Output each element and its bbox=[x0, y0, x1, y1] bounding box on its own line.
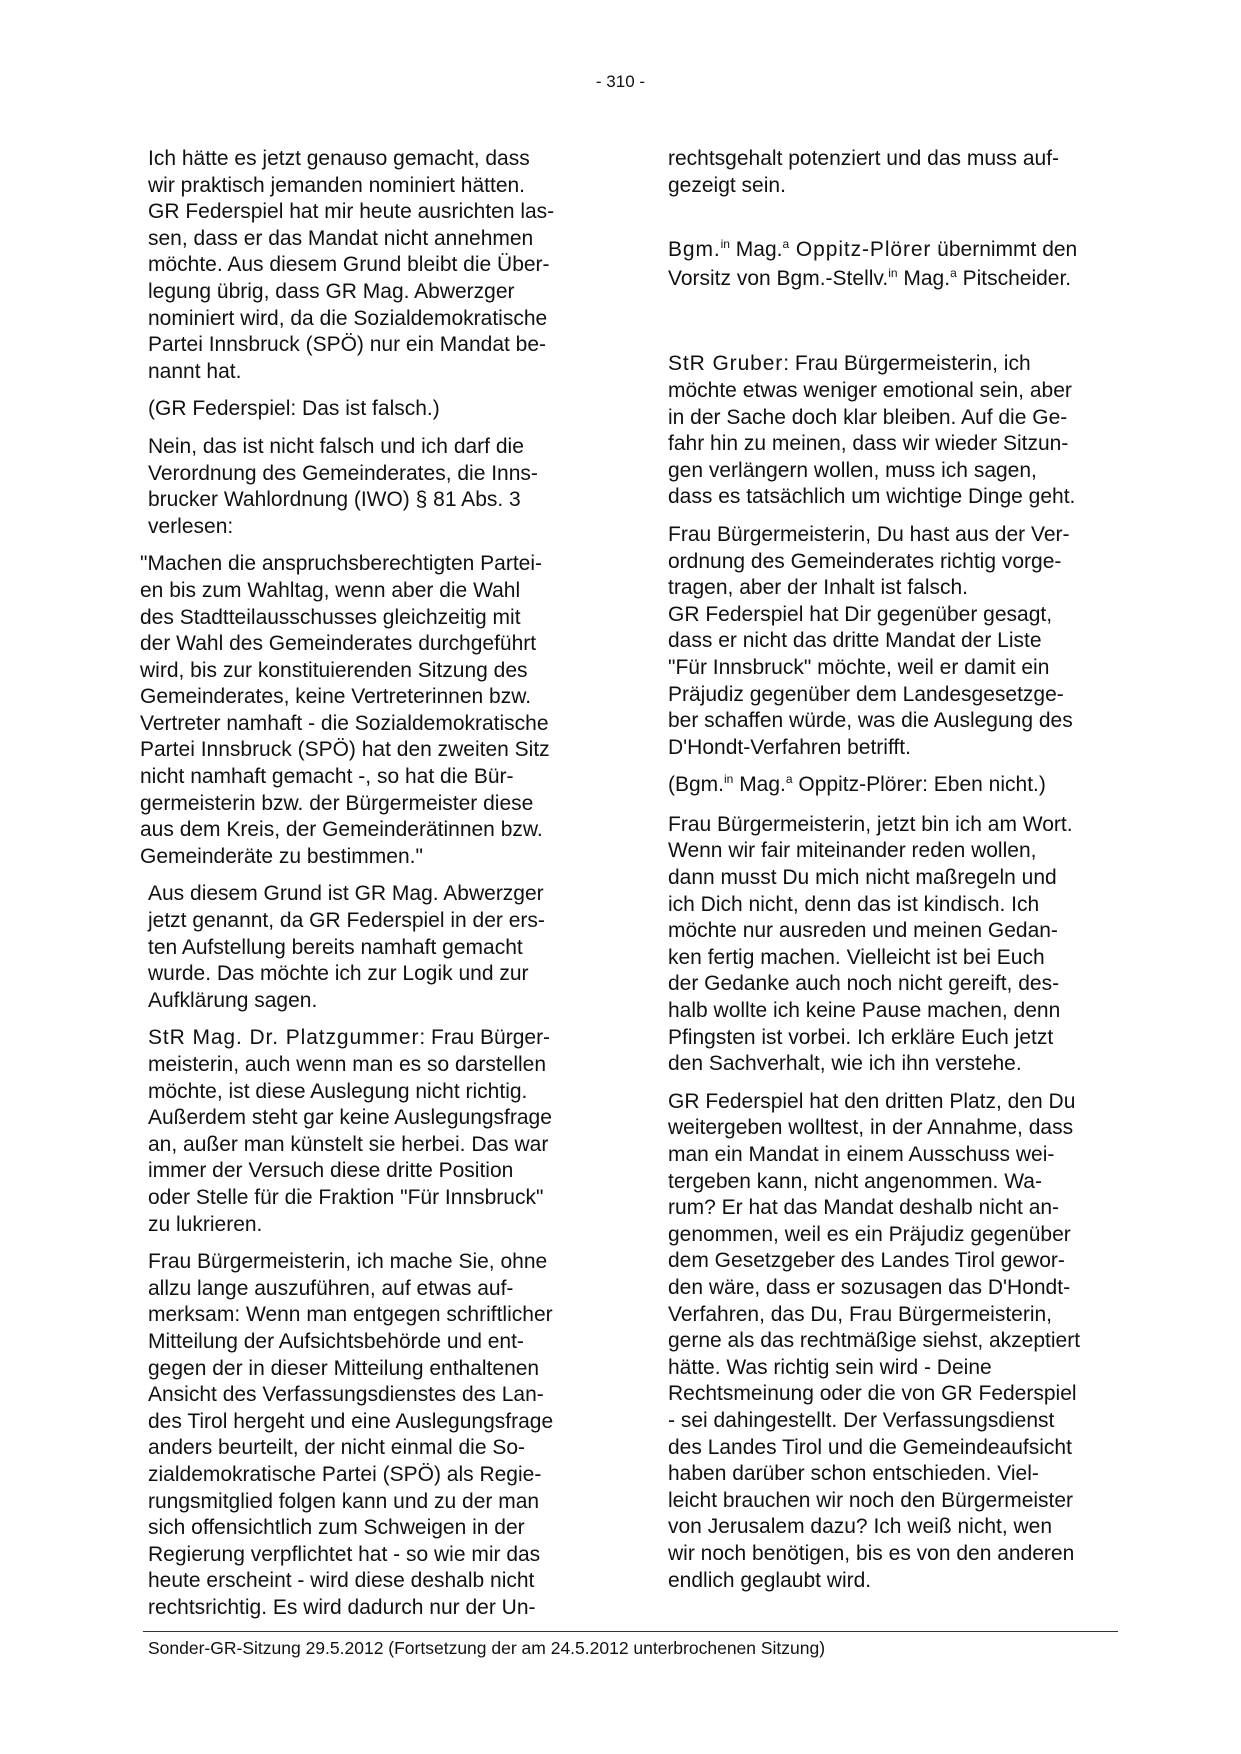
quoted-regulation: "Machen die anspruchsberechtigten Partei- en bis zum Wahltag, wenn aber die Wahl des Stadtteilausschusses gleichzeitig mit der Wahl des Gemeinderates durchgeführt wird, bis zur konstituierenden Sitzung des Gemeinderates, keine Vertreterinnen bzw. Vertreter namhaft - die Sozialdemokratische Partei Innsbruck (SPÖ) hat den zweiten Sitz nicht namhaft gemacht -, so hat die Bür- germeisterin bzw. der Bürgermeister diese aus dem Kreis, der Gemeinderätinnen bzw. Gemeinderäte zu bestimmen." bbox=[140, 552, 550, 868]
superscript: in bbox=[724, 772, 734, 787]
note-text: Mag. bbox=[729, 238, 783, 262]
paragraph: Aus diesem Grund ist GR Mag. Abwerzger jetzt genannt, da GR Federspiel in der ers- ten Aufstellung bereits namhaft gemacht wurde. Das möchte ich zur Logik und zur Aufklärung sagen. bbox=[148, 882, 545, 1012]
superscript: a bbox=[950, 265, 957, 280]
note-title: Bgm. bbox=[668, 238, 721, 262]
footer: Sonder-GR-Sitzung 29.5.2012 (Fortsetzung der am 24.5.2012 unterbrochenen Sitzung) bbox=[148, 1638, 826, 1658]
paragraph: Nein, das ist nicht falsch und ich darf die Verordnung des Gemeinderates, die Inns- brucker Wahlordnung (IWO) § 81 Abs. 3 verlesen: bbox=[148, 434, 538, 538]
speech-platzgummer bbox=[148, 1025, 600, 1238]
note-text: übernimmt den Vorsitz von Bgm.-Stellv. bbox=[668, 238, 1078, 290]
interjection bbox=[668, 772, 1128, 801]
paragraph: Frau Bürgermeisterin, ich mache Sie, ohne allzu lange auszuführen, auf etwas auf- merksam: Wenn man entgegen schriftlicher Mitteilung der Aufsichtsbehörde und ent- gegen der in dieser Mitteilung enthaltenen Ansicht des Verfassungsdienstes des Lan- des Tirol hergeht und eine Auslegungsfrage anders beurteilt, der nicht einmal die So- zialdemokratische Partei (SPÖ) als Regie- rungsmitglied folgen kann und zu der man sich offensichtlich zum Schweigen in der Regierung verpflichtet hat - so wie mir das heute erscheint - wird diese deshalb nicht rechtsrichtig. Es wird dadurch nur der Un- bbox=[148, 1250, 554, 1619]
speech-gruber bbox=[668, 351, 1128, 511]
paragraph: Frau Bürgermeisterin, jetzt bin ich am Wort. Wenn wir fair miteinander reden wollen, dann musst Du mich nicht maßregeln und ich Dich nicht, denn das ist kindisch. Ich möchte nur ausreden und meinen Gedan- ken fertig machen. Vielleicht ist bei Euch der Gedanke auch noch nicht gereift, des- halb wollte ich keine Pause machen, denn Pfingsten ist vorbei. Ich erkläre Euch jetzt den Sachverhalt, wie ich ihn verstehe. bbox=[668, 812, 1073, 1076]
left-column bbox=[140, 146, 600, 1632]
speech-text: : Frau Bürgermeisterin, ich möchte etwas weniger emotional sein, aber in der Sache doch klar bleiben. Auf die Ge- fahr hin zu meinen, dass wir wieder Sitzun- gen verlängern wollen, muss ich sagen, dass es tatsächlich um wichtige Dinge geht. bbox=[668, 352, 1076, 509]
paragraph: rechtsgehalt potenziert und das muss auf- gezeigt sein. bbox=[668, 147, 1060, 197]
paragraph: Ich hätte es jetzt genauso gemacht, dass wir praktisch jemanden nominiert hätten. GR Federspiel hat mir heute ausrichten las- sen, dass er das Mandat nicht annehmen möchte. Aus diesem Grund bleibt die Über- legung übrig, dass GR Mag. Abwerzger nominiert wird, da die Sozialdemokratische Partei Innsbruck (SPÖ) nur ein Mandat be- nannt hat. bbox=[148, 147, 555, 383]
superscript: in bbox=[888, 265, 898, 280]
interjection-text: Oppitz-Plörer: Eben nicht.) bbox=[792, 773, 1046, 797]
note-text: Pitscheider. bbox=[956, 266, 1072, 290]
page-number: - 310 - bbox=[595, 72, 646, 91]
superscript: a bbox=[782, 237, 790, 252]
interjection-text: Mag. bbox=[733, 773, 786, 797]
speech-text: : Frau Bürger- meisterin, auch wenn man es so darstellen möchte, ist diese Auslegung nicht richtig. Außerdem steht gar keine Auslegungsfrage an, außer man künstelt sie herbei. Das war immer der Versuch diese dritte Position oder Stelle für die Fraktion "Für Innsbruck" zu lukrieren. bbox=[148, 1026, 552, 1236]
speaker-name: StR Gruber bbox=[668, 352, 784, 376]
paragraph: GR Federspiel hat den dritten Platz, den Du weitergeben wolltest, in der Annahme, dass man ein Mandat in einem Ausschuss wei- tergeben kann, nicht angenommen. Wa- rum? Er hat das Mandat deshalb nicht an- genommen, weil es ein Präjudiz gegenüber dem Gesetzgeber des Landes Tirol gewor- den wäre, dass er sozusagen das D'Hondt- Verfahren, das Du, Frau Bürgermeisterin, gerne als das rechtmäßige siehst, akzeptiert hätte. Was richtig sein wird - Deine Rechtsmeinung oder die von GR Federspiel - sei dahingestellt. Der Verfassungsdienst des Landes Tirol und die Gemeindeaufsicht haben darüber schon entschieden. Viel- leicht brauchen wir noch den Bürgermeister von Jerusalem dazu? Ich weiß nicht, wen wir noch benötigen, bis es von den anderen endlich geglaubt wird. bbox=[668, 1089, 1081, 1592]
paragraph: Frau Bürgermeisterin, Du hast aus der Ver- ordnung des Gemeinderates richtig vorge- tragen, aber der Inhalt ist falsch. GR Federspiel hat Dir gegenüber gesagt, dass er nicht das dritte Mandat der Liste "Für Innsbruck" möchte, weil er damit ein Präjudiz gegenüber dem Landesgesetzge- ber schaffen würde, was die Auslegung des D'Hondt-Verfahren betrifft. bbox=[668, 522, 1073, 759]
chair-change-note bbox=[668, 237, 1128, 294]
speaker-name: StR Mag. Dr. Platzgummer bbox=[148, 1026, 420, 1050]
superscript: a bbox=[785, 772, 793, 787]
superscript: in bbox=[720, 237, 730, 252]
spacer bbox=[668, 210, 1128, 237]
spacer bbox=[668, 305, 1128, 351]
note-name: Oppitz-Plörer bbox=[789, 238, 932, 262]
note-text: Mag. bbox=[897, 266, 951, 290]
interjection: (GR Federspiel: Das ist falsch.) bbox=[148, 397, 440, 421]
interjection-text: (Bgm. bbox=[668, 773, 725, 797]
footer-divider bbox=[143, 1631, 1118, 1632]
right-column bbox=[668, 146, 1128, 1605]
